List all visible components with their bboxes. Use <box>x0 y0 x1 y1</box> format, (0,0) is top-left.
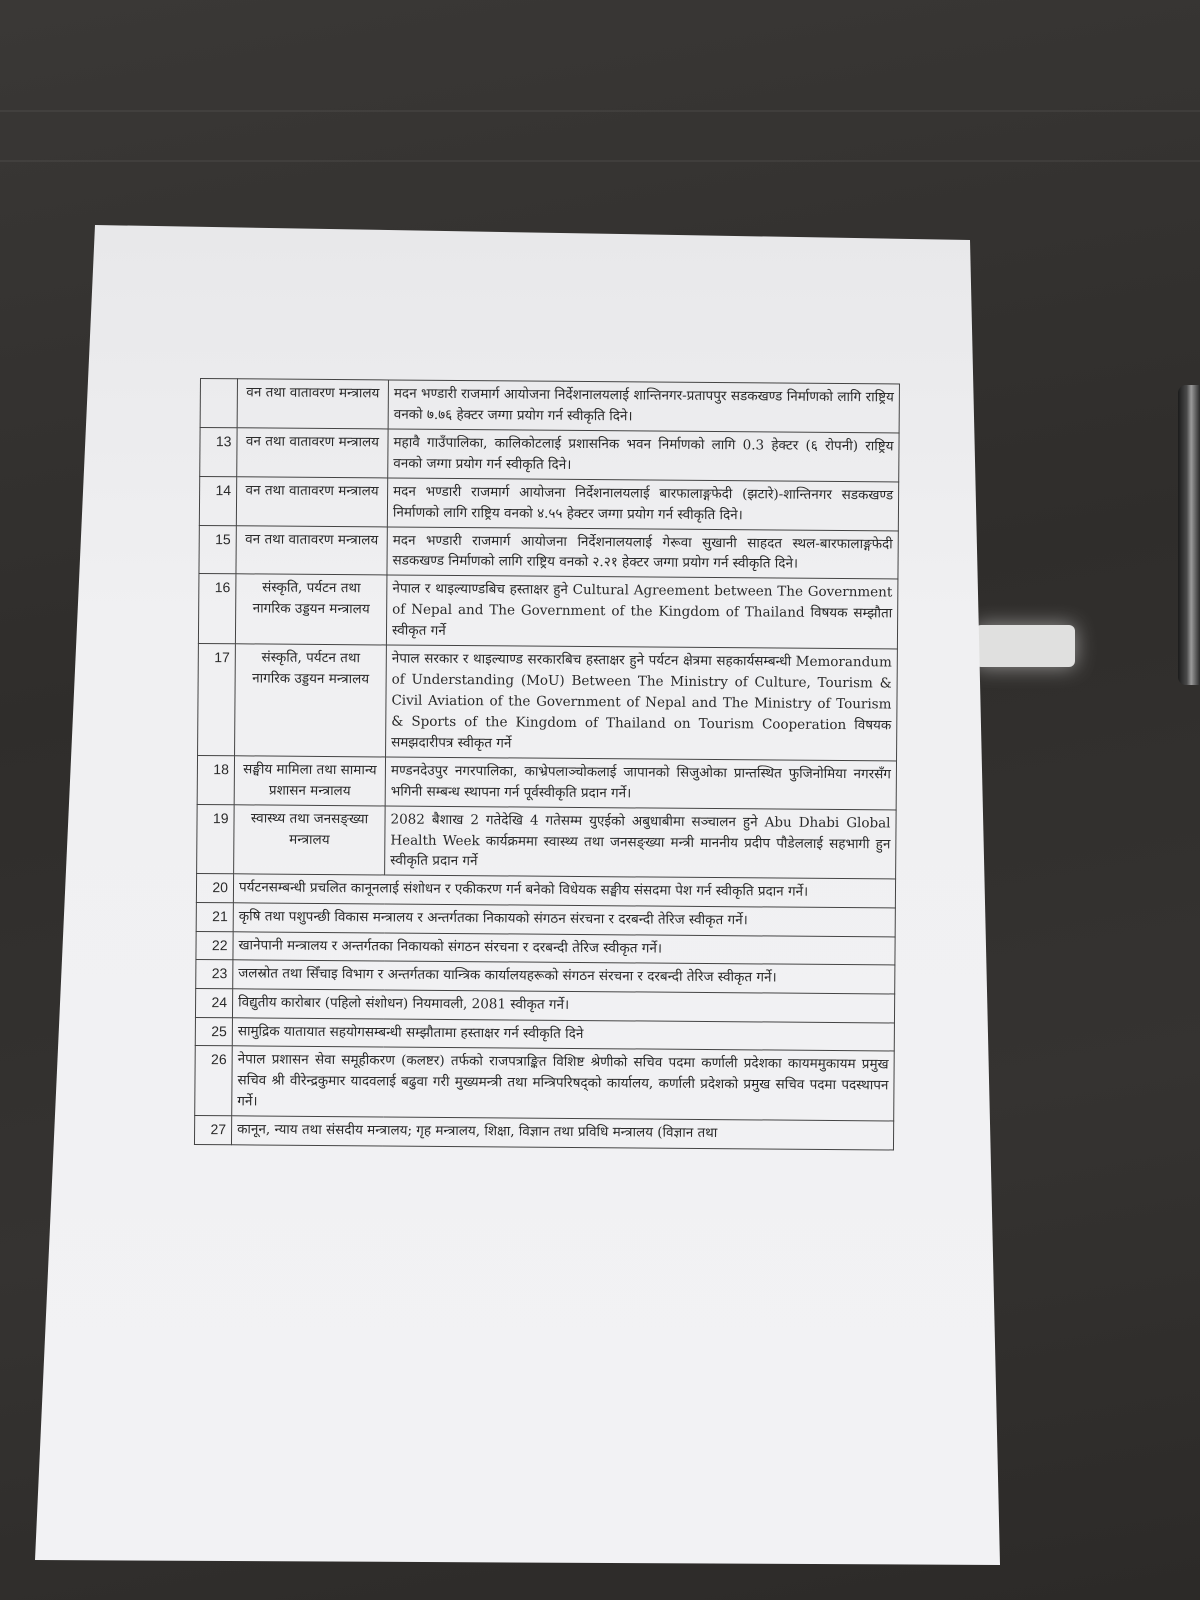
row-number: 24 <box>195 989 232 1018</box>
pen <box>1178 385 1200 685</box>
ministry-cell: वन तथा वातावरण मन्त्रालय <box>237 428 388 478</box>
ministry-cell: वन तथा वातावरण मन्त्रालय <box>236 476 387 526</box>
light-glare <box>975 625 1075 667</box>
row-number: 26 <box>195 1046 233 1116</box>
table-row <box>199 476 898 530</box>
ministry-cell: संस्कृति, पर्यटन तथा नागरिक उड्डयन मन्त्रालय <box>235 574 387 645</box>
row-number: 25 <box>195 1017 232 1046</box>
decision-text: नेपाल र थाइल्याण्डबिच हस्ताक्षर हुने Cultural Agreement between The Government of Nepal and The Government of the Kingdom of Thailand विषयक सम्झौता स्वीकृत गर्ने <box>386 575 898 649</box>
row-number: 17 <box>198 644 236 756</box>
row-number: 23 <box>196 960 233 989</box>
ministry-cell: सङ्घीय मामिला तथा सामान्य प्रशासन मन्त्रालय <box>234 756 385 806</box>
row-number: 16 <box>198 574 236 644</box>
row-number: 18 <box>197 755 234 804</box>
table-row <box>200 379 899 433</box>
table-row <box>194 1116 893 1150</box>
row-number: 13 <box>200 427 237 476</box>
ministry-cell: वन तथा वातावरण मन्त्रालय <box>236 525 387 575</box>
decision-text: मण्डनदेउपुर नगरपालिका, काभ्रेपलाञ्चोकलाई जापानको सिजुओका प्रान्तस्थित फुजिनोमिया नगरसँग भगिनी सम्बन्ध स्थापना गर्न पूर्वस्वीकृति प्रदान गर्ने। <box>385 757 896 810</box>
decision-text: पर्यटनसम्बन्धी प्रचलित कानूनलाई संशोधन र एकीकरण गर्न बनेको विधेयक सङ्घीय संसदमा पेश गर्न स्वीकृति प्रदान गर्ने। <box>233 874 895 908</box>
decision-text: सामुद्रिक यातायात सहयोगसम्बन्धी सम्झौतामा हस्ताक्षर गर्न स्वीकृति दिने <box>232 1018 894 1052</box>
decision-text: कृषि तथा पशुपन्छी विकास मन्त्रालय र अन्तर्गतका निकायको संगठन संरचना र दरबन्दी तेरिज स्वीकृत गर्ने। <box>233 903 895 937</box>
table-row <box>200 427 899 481</box>
decision-text: महावै गाउँपालिका, कालिकोटलाई प्रशासनिक भवन निर्माणको लागि 0.3 हेक्टर (६ रोपनी) राष्ट्रिय वनको जग्गा प्रयोग गर्न स्वीकृति दिने। <box>388 429 899 482</box>
row-number: 15 <box>199 525 236 574</box>
decisions-table <box>194 378 900 1150</box>
row-number: 21 <box>196 903 233 932</box>
decision-text: जलस्रोत तथा सिँचाइ विभाग र अन्तर्गतका यान्त्रिक कार्यालयहरूको संगठन संरचना र दरबन्दी तेरिज स्वीकृत गर्ने। <box>233 960 895 994</box>
decision-text: नेपाल सरकार र थाइल्याण्ड सरकारबिच हस्ताक्षर हुने पर्यटन क्षेत्रमा सहकार्यसम्बन्धी Memorandum of Understanding (MoU) Between The Ministry of Culture, Tourism & Civil Aviation of the Government of Nepal and The Ministry of Tourism & Sports of the Kingdom of Thailand on Tourism Cooperation विषयक समझदारीपत्र स्वीकृत गर्ने <box>386 645 898 761</box>
row-number: 20 <box>196 874 233 903</box>
ministry-cell: वन तथा वातावरण मन्त्रालय <box>237 379 388 429</box>
table-row <box>199 525 898 579</box>
row-number: 22 <box>196 931 233 960</box>
table-row <box>195 1046 895 1121</box>
ministry-cell: संस्कृति, पर्यटन तथा नागरिक उड्डयन मन्त्रालय <box>235 644 387 757</box>
ministry-cell: स्वास्थ्य तथा जनसङ्ख्या मन्त्रालय <box>234 804 386 875</box>
decision-text: 2082 बैशाख 2 गतेदेखि 4 गतेसम्म युएईको अबुधाबीमा सञ्चालन हुने Abu Dhabi Global Health Week कार्यक्रममा स्वास्थ्य तथा जनसङ्ख्या मन्त्री माननीय प्रदीप पौडेललाई सहभागी हुन स्वीकृति प्रदान गर्ने <box>385 806 897 880</box>
table-row <box>197 755 896 809</box>
decision-text: नेपाल प्रशासन सेवा समूहीकरण (कलष्टर) तर्फको राजपत्राङ्कित विशिष्ट श्रेणीको सचिव पदमा कर्णाली प्रदेशका कायममुकायम प्रमुख सचिव श्री वीरेन्द्रकुमार यादवलाई बढुवा गरी मुख्यमन्त्री तथा मन्त्रिपरिषद्को कार्यालय, कर्णाली प्रदेशको प्रमुख सचिव पदमा पदस्थापन गर्ने। <box>232 1046 895 1121</box>
row-number: 27 <box>194 1116 231 1145</box>
row-number <box>200 379 237 428</box>
desk-streak <box>0 110 1200 112</box>
decision-text: कानून, न्याय तथा संसदीय मन्त्रालय; गृह मन्त्रालय, शिक्षा, विज्ञान तथा प्रविधि मन्त्रालय (विज्ञान तथा <box>231 1116 893 1150</box>
decision-text: मदन भण्डारी राजमार्ग आयोजना निर्देशनालयलाई बारफालाङ्गफेदी (झटारे)-शान्तिनगर सडकखण्ड निर्माणको लागि राष्ट्रिय वनको ४.५५ हेक्टर जग्गा प्रयोग गर्न स्वीकृति दिने। <box>387 478 898 531</box>
row-number: 19 <box>197 804 235 874</box>
decision-text: मदन भण्डारी राजमार्ग आयोजना निर्देशनालयलाई गेरूवा सुखानी साहदत स्थल-बारफालाङ्गफेदी सडकखण्ड निर्माणको लागि राष्ट्रिय वनको २.२१ हेक्टर जग्गा प्रयोग गर्न स्वीकृति दिने। <box>387 527 898 580</box>
row-number: 14 <box>199 476 236 525</box>
table-row <box>197 804 897 879</box>
decision-text: खानेपानी मन्त्रालय र अन्तर्गतका निकायको संगठन संरचना र दरबन्दी तेरिज स्वीकृत गर्ने। <box>233 932 895 966</box>
table-row <box>198 644 898 761</box>
table-row <box>198 574 898 649</box>
decision-text: मदन भण्डारी राजमार्ग आयोजना निर्देशनालयलाई शान्तिनगर-प्रतापपुर सडकखण्ड निर्माणको लागि राष्ट्रिय वनको ७.७६ हेक्टर जग्गा प्रयोग गर्न स्वीकृति दिने। <box>388 380 899 433</box>
desk-streak <box>0 160 1200 162</box>
decision-text: विद्युतीय कारोबार (पहिलो संशोधन) नियमावली, 2081 स्वीकृत गर्ने। <box>232 989 894 1023</box>
